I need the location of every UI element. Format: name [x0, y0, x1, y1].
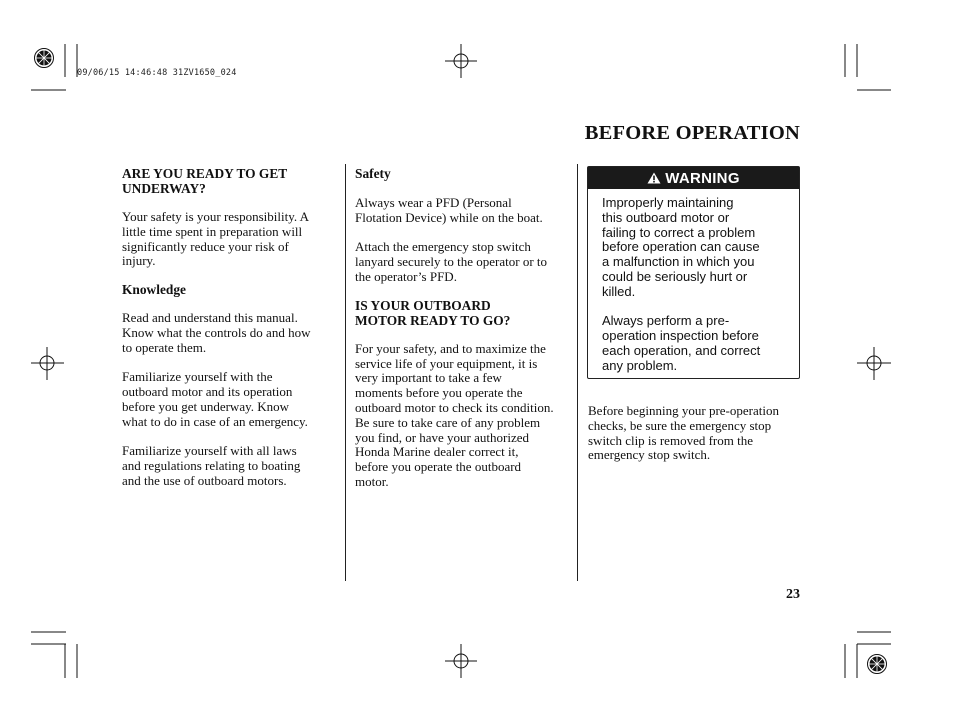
paragraph-pre-operation-checks: Before beginning your pre-operation checks, be sure the emergency stop switch clip is removed from the emergency stop switch. [588, 403, 779, 463]
section-title: BEFORE OPERATION [584, 122, 800, 144]
paragraph-read-manual: Read and understand this manual. Know what the controls do and how to operate them. [122, 310, 311, 355]
warning-header [588, 167, 799, 189]
heading-safety: Safety [355, 166, 391, 181]
heading-ready-underway: ARE YOU READY TO GET UNDERWAY? [122, 166, 288, 196]
column-2 [355, 166, 575, 490]
column-3 [588, 404, 803, 463]
column-divider-1 [345, 164, 346, 581]
paragraph-check-condition: For your safety, and to maximize the service life of your equipment, it is very important to take a few moments before you operate the outboard motor to check its condition. Be sure to take care of any problem you find, or have your authorized Honda Marine dealer correct it, before you operate the outboard motor. [355, 340, 554, 489]
column-1 [122, 166, 337, 489]
warning-box [587, 166, 800, 379]
paragraph-familiarize-laws: Familiarize yourself with all laws and regulations relating to boating and the use of outboard motors. [122, 443, 301, 488]
paragraph-familiarize-motor: Familiarize yourself with the outboard motor and its operation before you get underway. Know what to do in case of an emergency. [122, 369, 308, 429]
warning-body [588, 189, 799, 374]
warning-paragraph-maintenance: Improperly maintaining this outboard motor or failing to correct a problem before operation can cause a malfunction in which you could be seriously hurt or killed. [602, 195, 760, 299]
warning-triangle-icon [647, 172, 661, 184]
page-number: 23 [786, 587, 800, 602]
heading-motor-ready: IS YOUR OUTBOARD MOTOR READY TO GO? [355, 297, 511, 328]
starburst-icon-bottom-right [868, 655, 887, 674]
warning-label: WARNING [665, 169, 740, 187]
print-stamp: 09/06/15 14:46:48 31ZV1650_024 [77, 68, 237, 78]
paragraph-emergency-lanyard: Attach the emergency stop switch lanyard securely to the operator or to the operator’s PFD. [355, 239, 548, 284]
paragraph-wear-pfd: Always wear a PFD (Personal Flotation Device) while on the boat. [355, 195, 543, 225]
starburst-icon-top-left [35, 49, 54, 68]
paragraph-safety-responsibility: Your safety is your responsibility. A little time spent in preparation will significantly reduce your risk of injury. [122, 209, 310, 269]
column-divider-2 [577, 164, 578, 581]
warning-paragraph-inspection: Always perform a pre- operation inspection before each operation, and correct any problem. [602, 313, 761, 373]
heading-knowledge: Knowledge [122, 282, 186, 298]
